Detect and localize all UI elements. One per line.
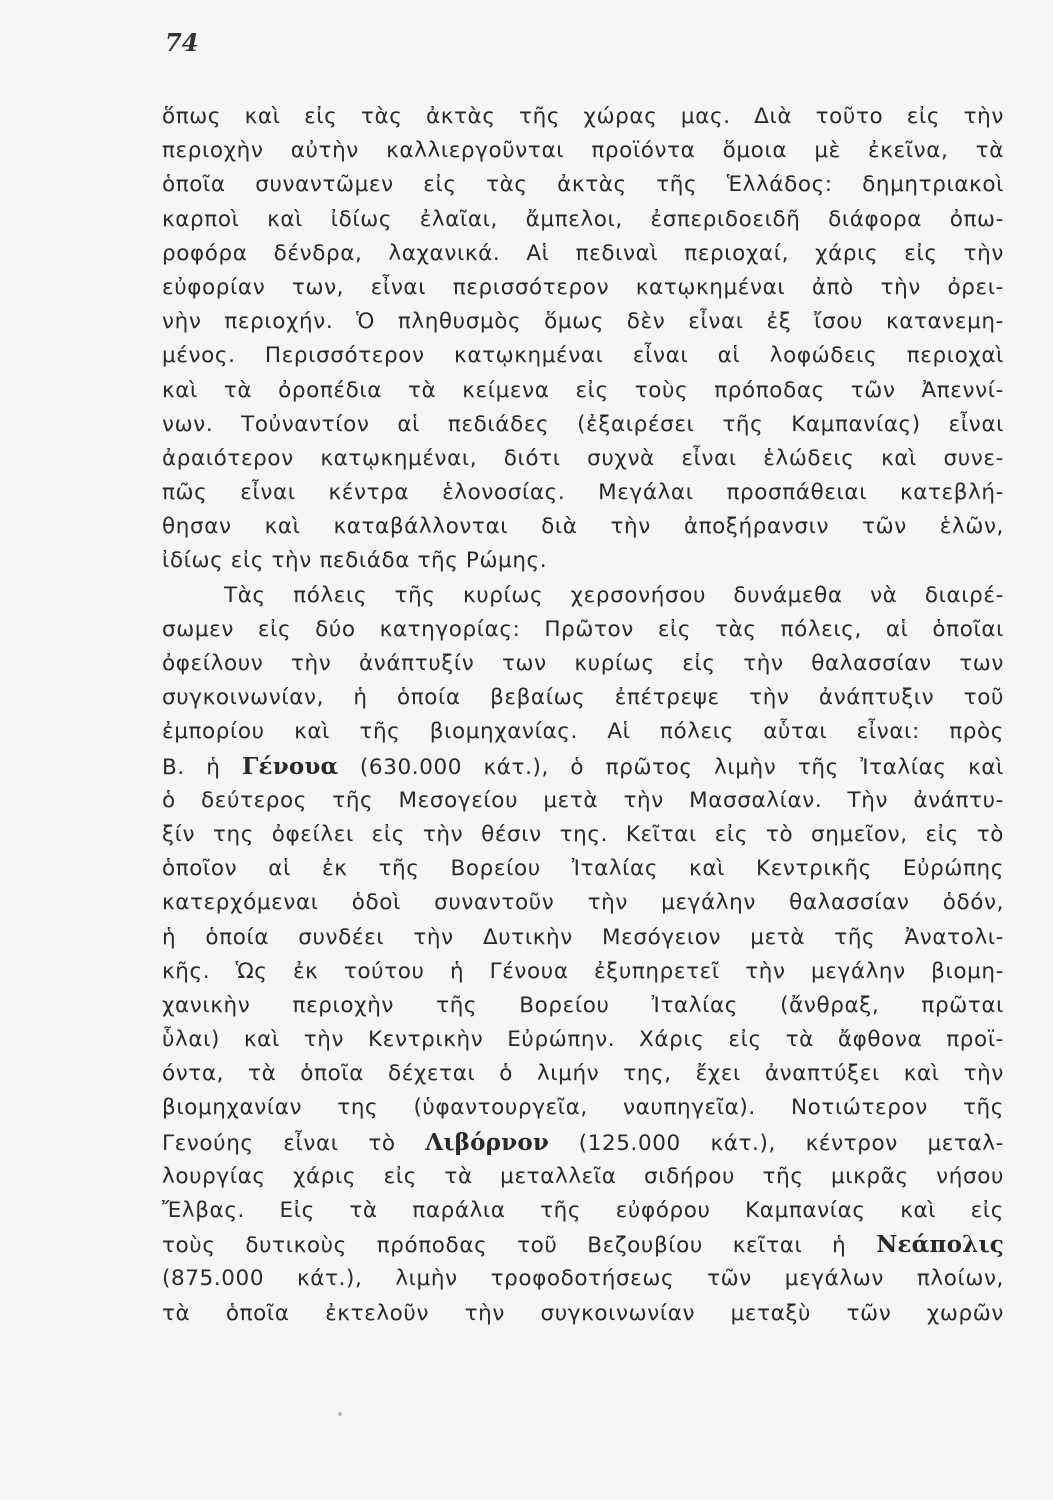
text-line: ροφόρα δένδρα, λαχανικά. Αἱ πεδιναὶ περιοχαί, χάρις εἰς τὴν	[162, 240, 1004, 266]
text-run: Β. ἡ	[162, 754, 242, 780]
text-line: κατερχόμεναι ὁδοὶ συναντοῦν τὴν μεγάλην θαλασσίαν ὁδόν,	[162, 890, 1004, 916]
text-line: Τὰς πόλεις τῆς κυρίως χερσονήσου δυνάμεθα νὰ διαιρέ-	[224, 582, 1004, 608]
city-name-naples: Νεάπολις	[876, 1231, 1004, 1259]
text-line-livorno	[162, 1126, 1004, 1160]
text-line: νων. Τοὐναντίον αἱ πεδιάδες (ἐξαιρέσει τῆς Καμπανίας) εἶναι	[162, 411, 1004, 437]
page-number: 74	[165, 28, 199, 57]
text-line: νὴν περιοχήν. Ὁ πληθυσμὸς ὅμως δὲν εἶναι ἐξ ἴσου κατανεμη-	[162, 309, 1004, 335]
text-line: χανικὴν περιοχὴν τῆς Βορείου Ἰταλίας (ἄνθραξ, πρῶται	[162, 992, 1004, 1018]
text-line: θησαν καὶ καταβάλλονται διὰ τὴν ἀποξήρανσιν τῶν ἑλῶν,	[162, 514, 1004, 540]
text-line: καὶ τὰ ὀροπέδια τὰ κείμενα εἰς τοὺς πρόποδας τῶν Ἀπεννί-	[162, 377, 1004, 403]
text-line: τὰ ὁποῖα ἐκτελοῦν τὴν συγκοινωνίαν μεταξὺ τῶν χωρῶν	[162, 1300, 1004, 1326]
text-line: ἀραιότερον κατῳκημέναι, διότι συχνὰ εἶναι ἑλώδεις καὶ συνε-	[162, 445, 1004, 471]
text-line: καρποὶ καὶ ἰδίως ἐλαῖαι, ἄμπελοι, ἐσπεριδοειδῆ διάφορα ὀπω-	[162, 206, 1004, 232]
text-line: ὀφείλουν τὴν ἀνάπτυξίν των κυρίως εἰς τὴν θαλασσίαν των	[162, 651, 1004, 676]
text-run: (125.000 κάτ.), κέντρον μεταλ-	[549, 1130, 1004, 1156]
text-line: ὗλαι) καὶ τὴν Κεντρικὴν Εὐρώπην. Χάρις εἰς τὰ ἄφθονα προϊ-	[162, 1027, 1004, 1053]
text-line: πῶς εἶναι κέντρα ἑλονοσίας. Μεγάλαι προσπάθειαι κατεβλή-	[162, 480, 1004, 506]
city-name-genoa: Γένουα	[241, 752, 339, 780]
body-text	[162, 100, 1004, 1331]
text-line: μένος. Περισσότερον κατῳκημέναι εἶναι αἱ λοφώδεις περιοχαὶ	[162, 343, 1004, 369]
text-line: ὅπως καὶ εἰς τὰς ἀκτὰς τῆς χώρας μας. Διὰ τοῦτο εἰς τὴν	[162, 104, 1004, 129]
text-line: εὐφορίαν των, εἶναι περισσότερον κατῳκημέναι ἀπὸ τὴν ὀρει-	[162, 274, 1004, 300]
text-line: όντα, τὰ ὁποῖα δέχεται ὁ λιμήν της, ἔχει ἀναπτύξει καὶ τὴν	[162, 1061, 1004, 1087]
text-run: Γενούης εἶναι τὸ	[162, 1130, 426, 1156]
text-line: ὁ δεύτερος τῆς Μεσογείου μετὰ τὴν Μασσαλίαν. Τὴν ἀνάπτυ-	[162, 787, 1004, 813]
paper-speck	[338, 1412, 342, 1416]
text-line: (875.000 κάτ.), λιμὴν τροφοδοτήσεως τῶν μεγάλων πλοίων,	[162, 1266, 1004, 1292]
text-line: ὁποῖον αἱ ἐκ τῆς Βορείου Ἰταλίας καὶ Κεντρικῆς Εὐρώπης	[162, 856, 1004, 882]
text-run: (630.000 κάτ.), ὁ πρῶτος λιμὴν τῆς Ἰταλίας καὶ	[338, 754, 1004, 780]
text-line: σωμεν εἰς δύο κατηγορίας: Πρῶτον εἰς τὰς πόλεις, αἱ ὁποῖαι	[162, 616, 1004, 642]
city-name-livorno: Λιβόρνον	[425, 1128, 550, 1156]
text-line: Ἔλβας. Εἰς τὰ παράλια τῆς εὐφόρου Καμπανίας καὶ εἰς	[162, 1198, 1004, 1223]
text-line: συγκοινωνίαν, ἡ ὁποία βεβαίως ἐπέτρεψε τὴν ἀνάπτυξιν τοῦ	[162, 685, 1004, 711]
text-line: περιοχὴν αὐτὴν καλλιεργοῦνται προϊόντα ὅμοια μὲ ἐκεῖνα, τὰ	[162, 138, 1004, 164]
text-line: ἡ ὁποία συνδέει τὴν Δυτικὴν Μεσόγειον μετὰ τῆς Ἀνατολι-	[162, 924, 1004, 950]
text-line-genoa	[162, 750, 1004, 784]
text-run: τοὺς δυτικοὺς πρόποδας τοῦ Βεζουβίου κεῖται ἡ	[162, 1233, 877, 1259]
text-line: ἐμπορίου καὶ τῆς βιομηχανίας. Αἱ πόλεις αὗται εἶναι: πρὸς	[162, 719, 1004, 745]
text-line: κῆς. Ὡς ἐκ τούτου ἡ Γένουα ἐξυπηρετεῖ τὴν μεγάλην βιομη-	[162, 958, 1004, 984]
text-line: λουργίας χάρις εἰς τὰ μεταλλεῖα σιδήρου τῆς μικρᾶς νήσου	[162, 1163, 1004, 1189]
text-line: ἰδίως εἰς τὴν πεδιάδα τῆς Ρώμης.	[162, 548, 548, 574]
text-line: ὁποῖα συναντῶμεν εἰς τὰς ἀκτὰς τῆς Ἑλλάδος: δημητριακοὶ	[162, 172, 1004, 198]
text-line-naples	[162, 1228, 1004, 1262]
text-line: ξίν της ὀφείλει εἰς τὴν θέσιν της. Κεῖται εἰς τὸ σημεῖον, εἰς τὸ	[162, 821, 1004, 847]
text-line: βιομηχανίαν της (ὑφαντουργεῖα, ναυπηγεῖα). Νοτιώτερον τῆς	[162, 1095, 1004, 1121]
